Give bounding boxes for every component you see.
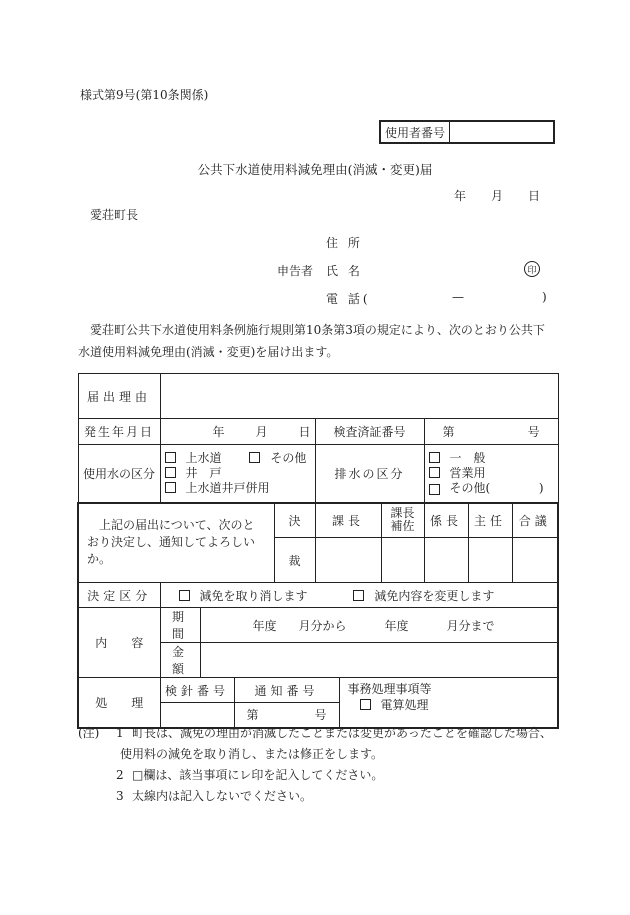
addressee: 愛荘町長 bbox=[90, 208, 139, 222]
drain-checkbox-3[interactable] bbox=[429, 484, 440, 495]
drain-close: ) bbox=[538, 480, 544, 495]
stamp-kakaricho[interactable] bbox=[424, 538, 468, 583]
phone-label: 電 話( bbox=[326, 292, 371, 306]
user-number-field[interactable] bbox=[450, 122, 553, 142]
role-shunin: 主任 bbox=[468, 503, 512, 538]
reason-field[interactable] bbox=[160, 374, 558, 419]
note-item-1-continued: 使用料の減免を取り消し、または修正をします。 bbox=[120, 747, 384, 761]
stamp-kacho[interactable] bbox=[315, 538, 381, 583]
drain-type-options: 一 般 営業用 その他( ) bbox=[424, 445, 558, 503]
approval-text: 上記の届出について、次のとおり決定し、通知してよろしいか。 bbox=[78, 503, 274, 583]
occ-month: 月 bbox=[255, 425, 268, 439]
water-checkbox-2[interactable] bbox=[249, 452, 260, 463]
reason-label: 届出理由 bbox=[78, 374, 160, 419]
insp-dai: 第 bbox=[442, 425, 455, 439]
water-checkbox-1[interactable] bbox=[165, 452, 176, 463]
water-option-row-1: 上水道 その他 bbox=[165, 451, 311, 466]
kessai-top: 決 bbox=[274, 503, 315, 538]
notes-section bbox=[78, 723, 558, 807]
note-item-1: (注) 1 町長は、減免の理由が消滅したことまたは変更があったことを確認した場合、 bbox=[78, 723, 558, 744]
page-title: 公共下水道使用料減免理由(消滅・変更)届 bbox=[197, 162, 433, 177]
user-number-label: 使用者番号 bbox=[381, 122, 450, 142]
role-kakaricho: 係長 bbox=[424, 503, 468, 538]
insp-go: 号 bbox=[527, 425, 540, 439]
decision-checkbox-change[interactable] bbox=[353, 590, 364, 601]
role-kacho: 課長 bbox=[315, 503, 381, 538]
office-checkbox[interactable] bbox=[360, 699, 371, 710]
water-type-options bbox=[160, 445, 315, 503]
address-label: 住 所 bbox=[326, 236, 363, 250]
office-label: 事務処理事項等 bbox=[347, 682, 432, 696]
reporter-label: 申告者 bbox=[277, 264, 314, 278]
name-label: 氏 名 bbox=[326, 264, 363, 278]
kessai-bottom: 裁 bbox=[274, 538, 315, 583]
application-table bbox=[77, 373, 559, 729]
decision-label: 決定区分 bbox=[78, 583, 160, 608]
date-month[interactable]: 月 bbox=[491, 189, 504, 203]
occ-day: 日 bbox=[298, 425, 311, 439]
amount-label: 金額 bbox=[160, 643, 200, 678]
note-item-2: 2 □欄は、該当事項にレ印を記入してください。 bbox=[116, 768, 384, 782]
water-type-label: 使用水の区分 bbox=[78, 445, 160, 503]
occurrence-date-field[interactable] bbox=[160, 419, 315, 445]
water-checkbox-3[interactable] bbox=[165, 467, 176, 478]
notes-prefix: (注) bbox=[78, 726, 100, 740]
seal-mark: 印 bbox=[524, 261, 540, 277]
notice-no-label: 通知番号 bbox=[234, 678, 339, 703]
amount-field[interactable] bbox=[200, 643, 558, 678]
water-option-row-2: 井 戸 bbox=[165, 466, 311, 481]
water-checkbox-4[interactable] bbox=[165, 482, 176, 493]
drain-type-label: 排水の区分 bbox=[315, 445, 424, 503]
water-option-row-3: 上水道井戸併用 bbox=[165, 481, 311, 496]
decision-options: 減免を取り消します 減免内容を変更します bbox=[160, 583, 558, 608]
drain-checkbox-2[interactable] bbox=[429, 467, 440, 478]
date-day[interactable]: 日 bbox=[528, 189, 541, 203]
period-field[interactable]: 年度 月分から 年度 月分まで bbox=[200, 608, 558, 643]
phone-close: ) bbox=[542, 290, 547, 304]
role-aigi: 合議 bbox=[512, 503, 558, 538]
stamp-kacho-hosa[interactable] bbox=[381, 538, 424, 583]
note-item-3: 3 太線内は記入しないでください。 bbox=[116, 789, 313, 803]
office-section: 事務処理事項等 電算処理 bbox=[339, 678, 558, 728]
drain-checkbox-1[interactable] bbox=[429, 452, 440, 463]
occurrence-date-label: 発生年月日 bbox=[78, 419, 160, 445]
notice-no-field[interactable]: 第 号 bbox=[234, 703, 339, 728]
date-year[interactable]: 年 bbox=[454, 189, 467, 203]
content-label: 内 容 bbox=[78, 608, 160, 678]
decision-checkbox-cancel[interactable] bbox=[179, 590, 190, 601]
user-number-box bbox=[379, 120, 555, 144]
role-kacho-hosa: 課長補佐 bbox=[381, 503, 424, 538]
form-number: 様式第9号(第10条関係) bbox=[80, 88, 209, 102]
phone-dash: — bbox=[452, 290, 464, 304]
body-text: 愛荘町公共下水道使用料条例施行規則第10条第3項の規定により、次のとおり公共下水道使用料減免理由(消滅・変更)を届け出ます。 bbox=[78, 323, 545, 359]
meter-no-label: 検針番号 bbox=[160, 678, 234, 703]
inspection-field[interactable] bbox=[424, 419, 558, 445]
inspection-label: 検査済証番号 bbox=[315, 419, 424, 445]
stamp-shunin[interactable] bbox=[468, 538, 512, 583]
stamp-aigi[interactable] bbox=[512, 538, 558, 583]
period-label: 期間 bbox=[160, 608, 200, 643]
occ-year: 年 bbox=[212, 425, 225, 439]
processing-label: 処 理 bbox=[78, 678, 160, 728]
